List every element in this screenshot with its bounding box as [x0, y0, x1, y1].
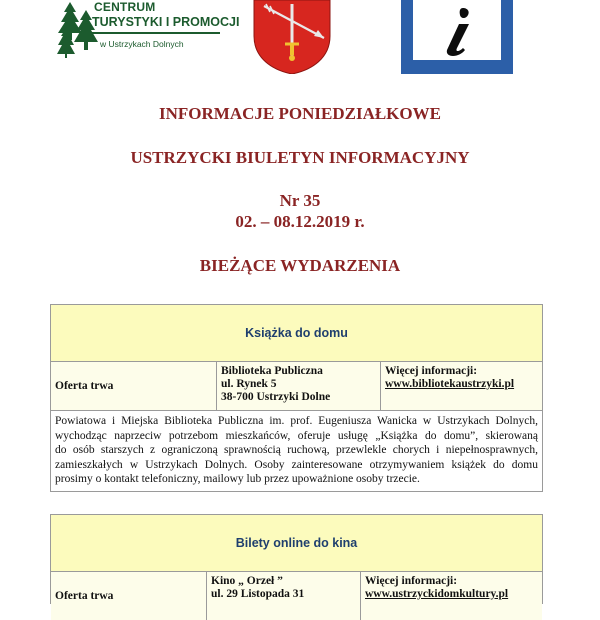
event-when: Oferta trwa: [51, 572, 207, 620]
more-info-label: Więcej informacji:: [385, 365, 478, 377]
event-place-line: ul. 29 Listopada 31: [211, 588, 305, 600]
event-more-info: [361, 572, 542, 620]
ctp-logo: [56, 0, 240, 62]
event-info-row: [51, 362, 542, 411]
description-line: do osób starszych z ograniczoną sprawnością ruchową, przewlekle chorych i niepełnosprawnych,: [55, 444, 538, 457]
section-heading: BIEŻĄCE WYDARZENIA: [199, 256, 401, 275]
bulletin-subtitle: USTRZYCKI BIULETYN INFORMACYJNY: [130, 148, 470, 167]
issue-dates: 02. – 08.12.2019 r.: [235, 212, 365, 231]
event-when: Oferta trwa: [51, 362, 217, 410]
more-info-label: Więcej informacji:: [365, 575, 458, 587]
event-title: Książka do domu: [51, 305, 542, 362]
logo-line-1: CENTRUM: [94, 0, 156, 14]
event-card: [50, 514, 543, 604]
description-line: zamieszkałych w Ustrzykach Dolnych. Osoby zainteresowane otrzymywaniem książek do domu: [55, 458, 538, 471]
more-info-link[interactable]: www.bibliotekaustrzyki.pl: [385, 378, 515, 390]
event-more-info: [381, 362, 542, 410]
event-info-row: [51, 572, 542, 620]
logo-line-3: w Ustrzykach Dolnych: [100, 39, 184, 49]
event-title: Bilety online do kina: [51, 515, 542, 572]
logo-underline: [92, 32, 220, 34]
logo-line-2: TURYSTYKI I PROMOCJI: [92, 15, 240, 29]
more-info-link[interactable]: www.ustrzyckidomkultury.pl: [365, 588, 509, 600]
event-place-line: Biblioteka Publiczna: [221, 365, 323, 377]
event-description: [51, 411, 542, 491]
coat-of-arms-icon: [252, 0, 332, 74]
event-place-line: Kino „ Orzeł ”: [211, 575, 283, 587]
event-place-line: ul. Rynek 5: [221, 378, 277, 390]
description-line: prosimy o kontakt telefoniczny, mailowy lub przez upoważnione osoby trzecie.: [55, 473, 420, 486]
event-place: [217, 362, 381, 410]
description-line: Powiatowa i Miejska Biblioteka Publiczna im. prof. Eugeniusza Wanicka w Ustrzykach Dolnych,: [55, 415, 538, 427]
issue-number: Nr 35: [279, 191, 321, 210]
tourist-information-icon: [401, 0, 513, 74]
event-place: [207, 572, 361, 620]
description-line: wychodząc naprzeciw potrzebom mieszkańców, oferuje usługę „Książka do domu”, skierowaną: [55, 429, 538, 442]
event-place-line: 38-700 Ustrzyki Dolne: [221, 391, 331, 403]
bulletin-heading: INFORMACJE PONIEDZIAŁKOWE: [159, 104, 441, 123]
event-card: [50, 304, 543, 492]
